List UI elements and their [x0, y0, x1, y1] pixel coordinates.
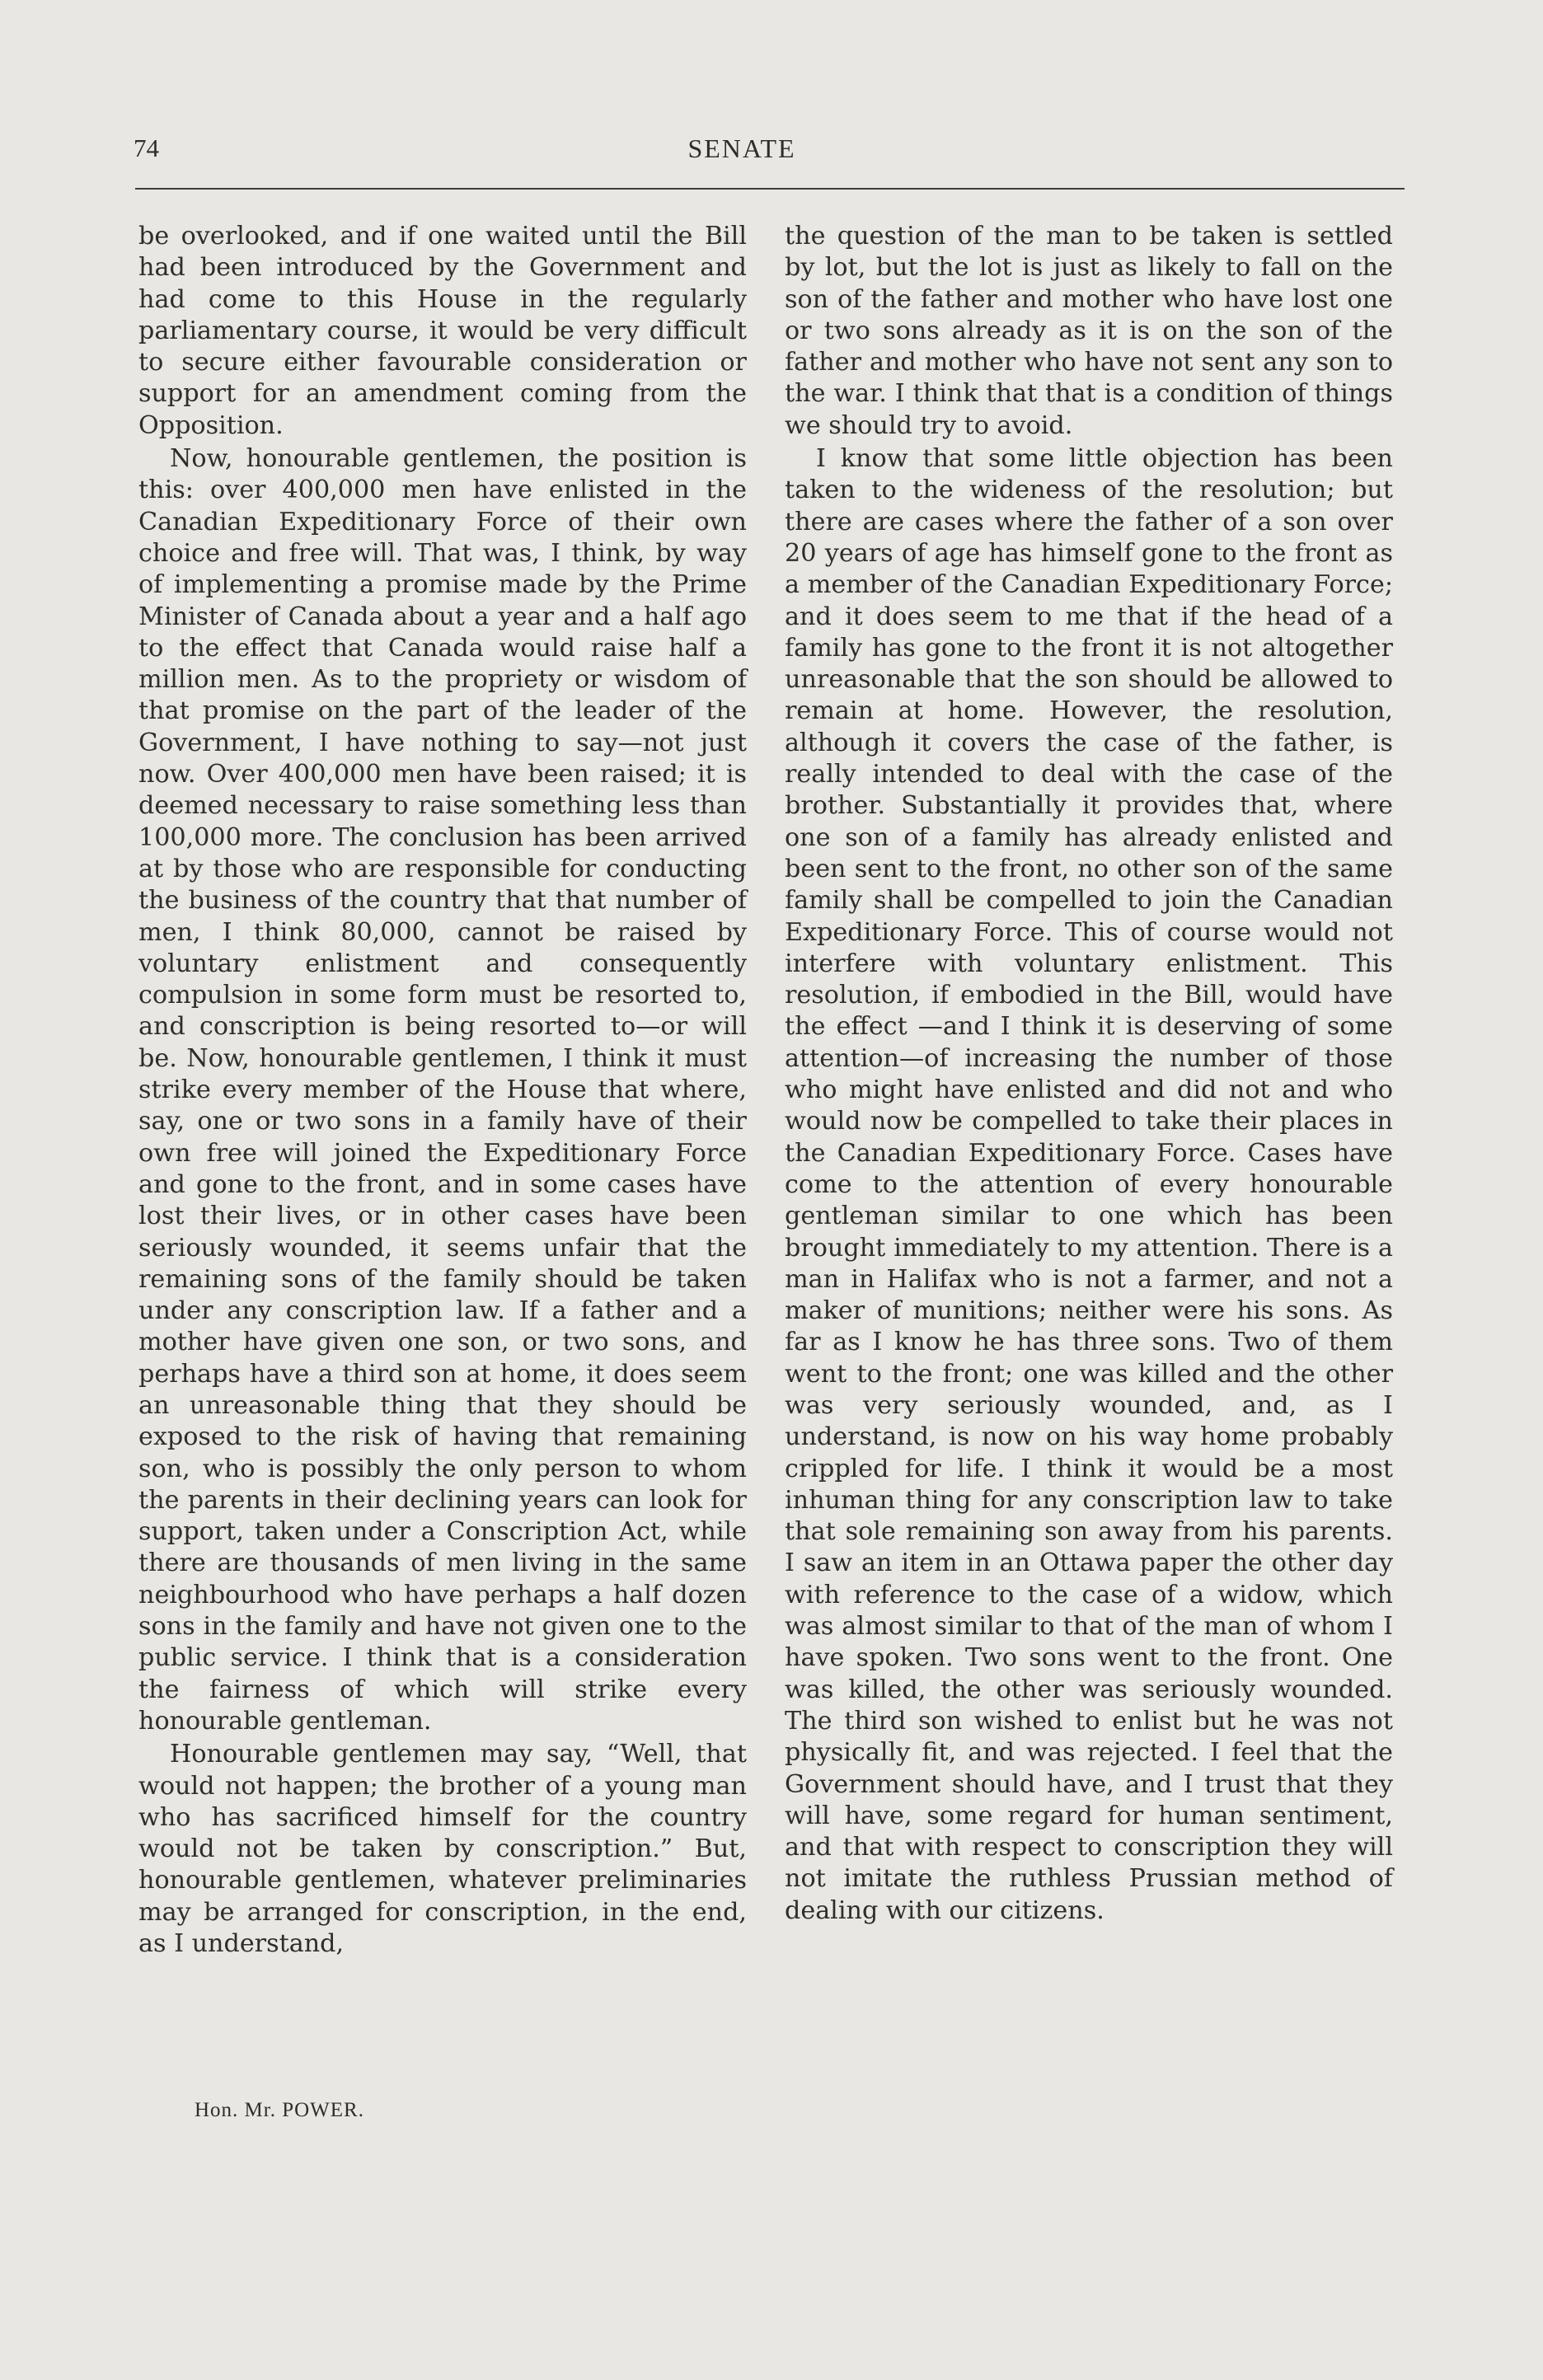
paragraph: I know that some little objection has been taken to the wideness of the resolution; but there are cases where the father of a son over 20 years of age has himself gone to the front as a member of the Canadian Expeditionary Force; and it does seem to me that if the head of a family has gone to the front it is not altogether unreasonable that the son should be allowed to remain at home. However, the resolution, although it covers the case of the father, is really intended to deal with the case of the brother. Substantially it provides that, where one son of a family has already enlisted and been sent to the front, no other son of the same family shall be compelled to join the Canadian Expeditionary Force. This of course would not interfere with voluntary enlistment. This resolution, if embodied in the Bill, would have the effect —and I think it is deserving of some attention—of increasing the number of those who might have enlisted and did not and who would now be compelled to take their places in the Canadian Expeditionary Force. Cases have come to the attention of every honourable gentleman similar to one which has been brought immediately to my attention. There is a man in Halifax who is not a farmer, and not a maker of munitions; neither were his sons. As far as I know he has three sons. Two of them went to the front; one was killed and the other was very seriously wounded, and, as I understand, is now on his way home probably crippled for life. I think it would be a most inhuman thing for any conscription law to take that sole remaining son away from his parents. I saw an item in an Ottawa paper the other day with reference to the case of a widow, which was almost similar to that of the man of whom I have spoken. Two sons went to the front. One was killed, the other was seriously wounded. The third son wished to enlist but he was not physically fit, and was rejected. I feel that the Government should have, and I trust that they will have, some regard for human sentiment, and that with respect to conscription they will not imitate the ruthless Prussian method of dealing with our citizens.	[785, 444, 1393, 1925]
header-rule	[135, 188, 1405, 190]
left-column	[138, 221, 747, 1961]
page-number: 74	[134, 134, 159, 162]
paragraph: the question of the man to be taken is settled by lot, but the lot is just as likely to fall on the son of the father and mother who have lost one or two sons already as it is on the son of the father and mother who have not sent any son to the war. I think that that is a condition of things we should try to avoid.	[785, 222, 1393, 440]
running-head: SENATE	[687, 134, 796, 163]
paragraph: be overlooked, and if one waited until the Bill had been introduced by the Government and had come to this House in the regularly parliamentary course, it would be very difficult to secure either favourable consideration or support for an amendment coming from the Opposition.	[138, 222, 747, 440]
right-column	[785, 221, 1393, 1928]
paragraph: Now, honourable gentlemen, the position is this: over 400,000 men have enlisted in the Canadian Expeditionary Force of their own choice and free will. That was, I think, by way of implementing a promise made by the Prime Minister of Canada about a year and a half ago to the effect that Canada would raise half a million men. As to the propriety or wisdom of that promise on the part of the leader of the Government, I have nothing to say—not just now. Over 400,000 men have been raised; it is deemed necessary to raise something less than 100,000 more. The conclusion has been arrived at by those who are responsible for conducting the business of the country that that number of men, I think 80,000, cannot be raised by voluntary enlistment and consequently compulsion in some form must be resorted to, and conscription is being resorted to—or will be. Now, honourable gentlemen, I think it must strike every member of the House that where, say, one or two sons in a family have of their own free will joined the Expeditionary Force and gone to the front, and in some cases have lost their lives, or in other cases have been seriously wounded, it seems unfair that the remaining sons of the family should be taken under any conscription law. If a father and a mother have given one son, or two sons, and perhaps have a third son at home, it does seem an unreasonable thing that they should be exposed to the risk of having that remaining son, who is possibly the only person to whom the parents in their declining years can look for support, taken under a Conscription Act, while there are thousands of men living in the same neighbourhood who have perhaps a half dozen sons in the family and have not given one to the public service. I think that is a consideration the fairness of which will strike every honourable gentleman.	[138, 444, 747, 1736]
paragraph: Honourable gentlemen may say, “Well, that would not happen; the brother of a young man who has sacrificed himself for the country would not be taken by conscription.” But, honourable gentlemen, whatever preliminaries may be arranged for conscription, in the end, as I understand,	[138, 1740, 747, 1959]
footer-speaker: Hon. Mr. POWER.	[195, 2099, 364, 2121]
